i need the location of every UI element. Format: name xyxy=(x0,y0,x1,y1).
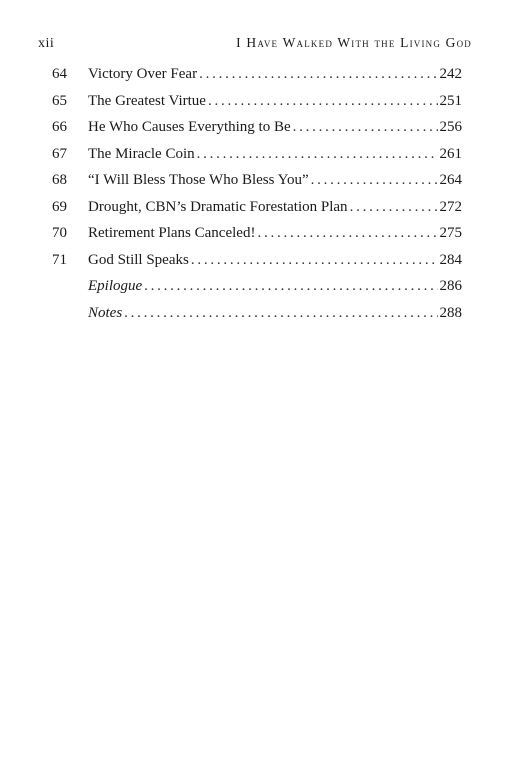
book-title: I Have Walked With the Living God xyxy=(236,35,472,50)
toc-entry xyxy=(38,199,462,226)
chapter-title: Retirement Plans Canceled! xyxy=(88,225,256,241)
chapter-page: 288 xyxy=(439,304,462,321)
toc-entry xyxy=(38,146,462,173)
epilogue-title: Epilogue xyxy=(88,278,143,294)
chapter-title: The Greatest Virtue xyxy=(88,92,206,109)
dot-leader xyxy=(350,199,438,216)
toc-entry xyxy=(38,225,462,252)
chapter-title: Drought, CBN’s Dramatic Forestation Plan xyxy=(88,198,348,215)
toc-entry xyxy=(38,172,462,199)
dot-leader xyxy=(208,93,438,110)
page-number: xii xyxy=(38,36,55,51)
notes-title: Notes xyxy=(88,304,123,321)
chapter-page: 261 xyxy=(439,145,462,162)
chapter-title: God Still Speaks xyxy=(88,251,189,268)
toc-entry xyxy=(38,119,462,146)
chapter-number: 67 xyxy=(52,145,67,162)
chapter-title: “I Will Bless Those Who Bless You” xyxy=(88,172,309,188)
chapter-title: The Miracle Coin xyxy=(88,145,195,162)
chapter-number: 68 xyxy=(52,172,67,188)
chapter-number: 70 xyxy=(52,225,67,241)
dot-leader xyxy=(197,146,438,163)
chapter-number: 71 xyxy=(52,251,67,268)
toc-entry xyxy=(38,278,462,305)
chapter-page: 256 xyxy=(439,119,462,135)
table-of-contents xyxy=(38,66,462,331)
toc-entry xyxy=(38,305,462,332)
toc-entry xyxy=(38,66,462,93)
chapter-page: 284 xyxy=(439,251,462,268)
chapter-number: 65 xyxy=(52,92,67,109)
dot-leader xyxy=(311,172,438,189)
chapter-page: 242 xyxy=(439,66,462,82)
dot-leader xyxy=(293,119,438,136)
dot-leader xyxy=(144,278,437,295)
dot-leader xyxy=(199,66,437,83)
chapter-number: 66 xyxy=(52,119,67,135)
dot-leader xyxy=(257,225,437,242)
toc-entry xyxy=(38,93,462,120)
running-head xyxy=(38,35,472,55)
dot-leader xyxy=(191,252,438,269)
chapter-page: 251 xyxy=(439,92,462,109)
chapter-page: 264 xyxy=(439,172,462,188)
dot-leader xyxy=(124,305,437,322)
chapter-title: He Who Causes Everything to Be xyxy=(88,119,291,135)
chapter-page: 272 xyxy=(439,198,462,215)
chapter-number: 69 xyxy=(52,198,67,215)
chapter-title: Victory Over Fear xyxy=(88,66,198,82)
chapter-page: 286 xyxy=(439,278,462,294)
chapter-number: 64 xyxy=(52,66,67,82)
toc-entry xyxy=(38,252,462,279)
chapter-page: 275 xyxy=(439,225,462,241)
